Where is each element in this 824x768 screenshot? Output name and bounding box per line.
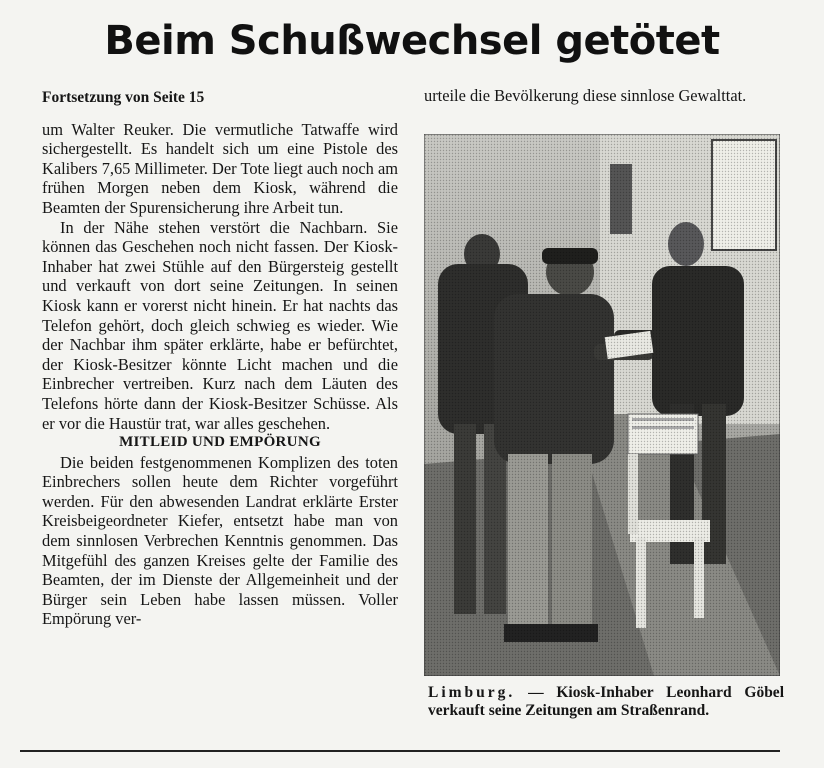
paragraph-2: In der Nähe stehen verstört die Nachbarn. Sie können das Geschehen noch nicht fassen. Der Kiosk-Inhaber hat zwei Stühle auf den Bürgersteig gestellt und verkauft von dort seine Zeitungen. In seinen Kiosk kann er vorerst nicht hinein. Er hat nachts das Telefon gehört, doch gleich schwieg es wieder. Wie der Nachbar ihm später erklärte, habe er befürchtet, der Kiosk-Besitzer könnte Licht machen und die Einbrecher vertreiben. Kurz nach dem Läuten des Telefons hörte dann der Kiosk-Besitzer Schüsse. Als er vor die Haustür trat, war alles geschehen.	[42, 217, 398, 433]
paragraph-1: um Walter Reuker. Die vermutliche Tatwaffe wird sichergestellt. Es handelt sich um eine Pistole des Kalibers 7,65 Millimeter. Der Tote liegt auch noch am frühen Morgen neben dem Kiosk, während die Beamten der Spurensicherung ihre Arbeit tun.	[42, 119, 398, 217]
right-column-top-text: urteile die Bevölkerung diese sinnlose Gewalttat.	[424, 86, 747, 105]
newspaper-photo	[424, 134, 780, 676]
photo-caption	[428, 684, 784, 720]
photo-illustration	[424, 134, 780, 676]
headline: Beim Schußwechsel getötet	[104, 18, 720, 64]
caption-place: Limburg.	[428, 684, 516, 701]
caption-text: — Kiosk-Inhaber Leonhard Göbel verkauft seine Zeitungen am Straßenrand.	[428, 684, 784, 719]
subheading: MITLEID UND EMPÖRUNG	[119, 434, 321, 451]
paragraph-3: Die beiden festgenommenen Komplizen des toten Einbrechers sollen heute dem Richter vorgeführt werden. Für den abwesenden Landrat erklärte Erster Kreisbeigeordneter Kiefer, entsetzt habe man von dem sinnlosen Verbrechen Kenntnis genommen. Das Mitgefühl des ganzen Kreises gelte der Familie des Beamten, der im Dienste der Allgemeinheit und der Bürger sein Leben habe lassen müssen. Voller Empörung ver-	[42, 452, 398, 629]
continued-from-label: Fortsetzung von Seite 15	[42, 89, 205, 106]
bottom-rule	[20, 750, 780, 752]
left-column	[42, 88, 398, 629]
